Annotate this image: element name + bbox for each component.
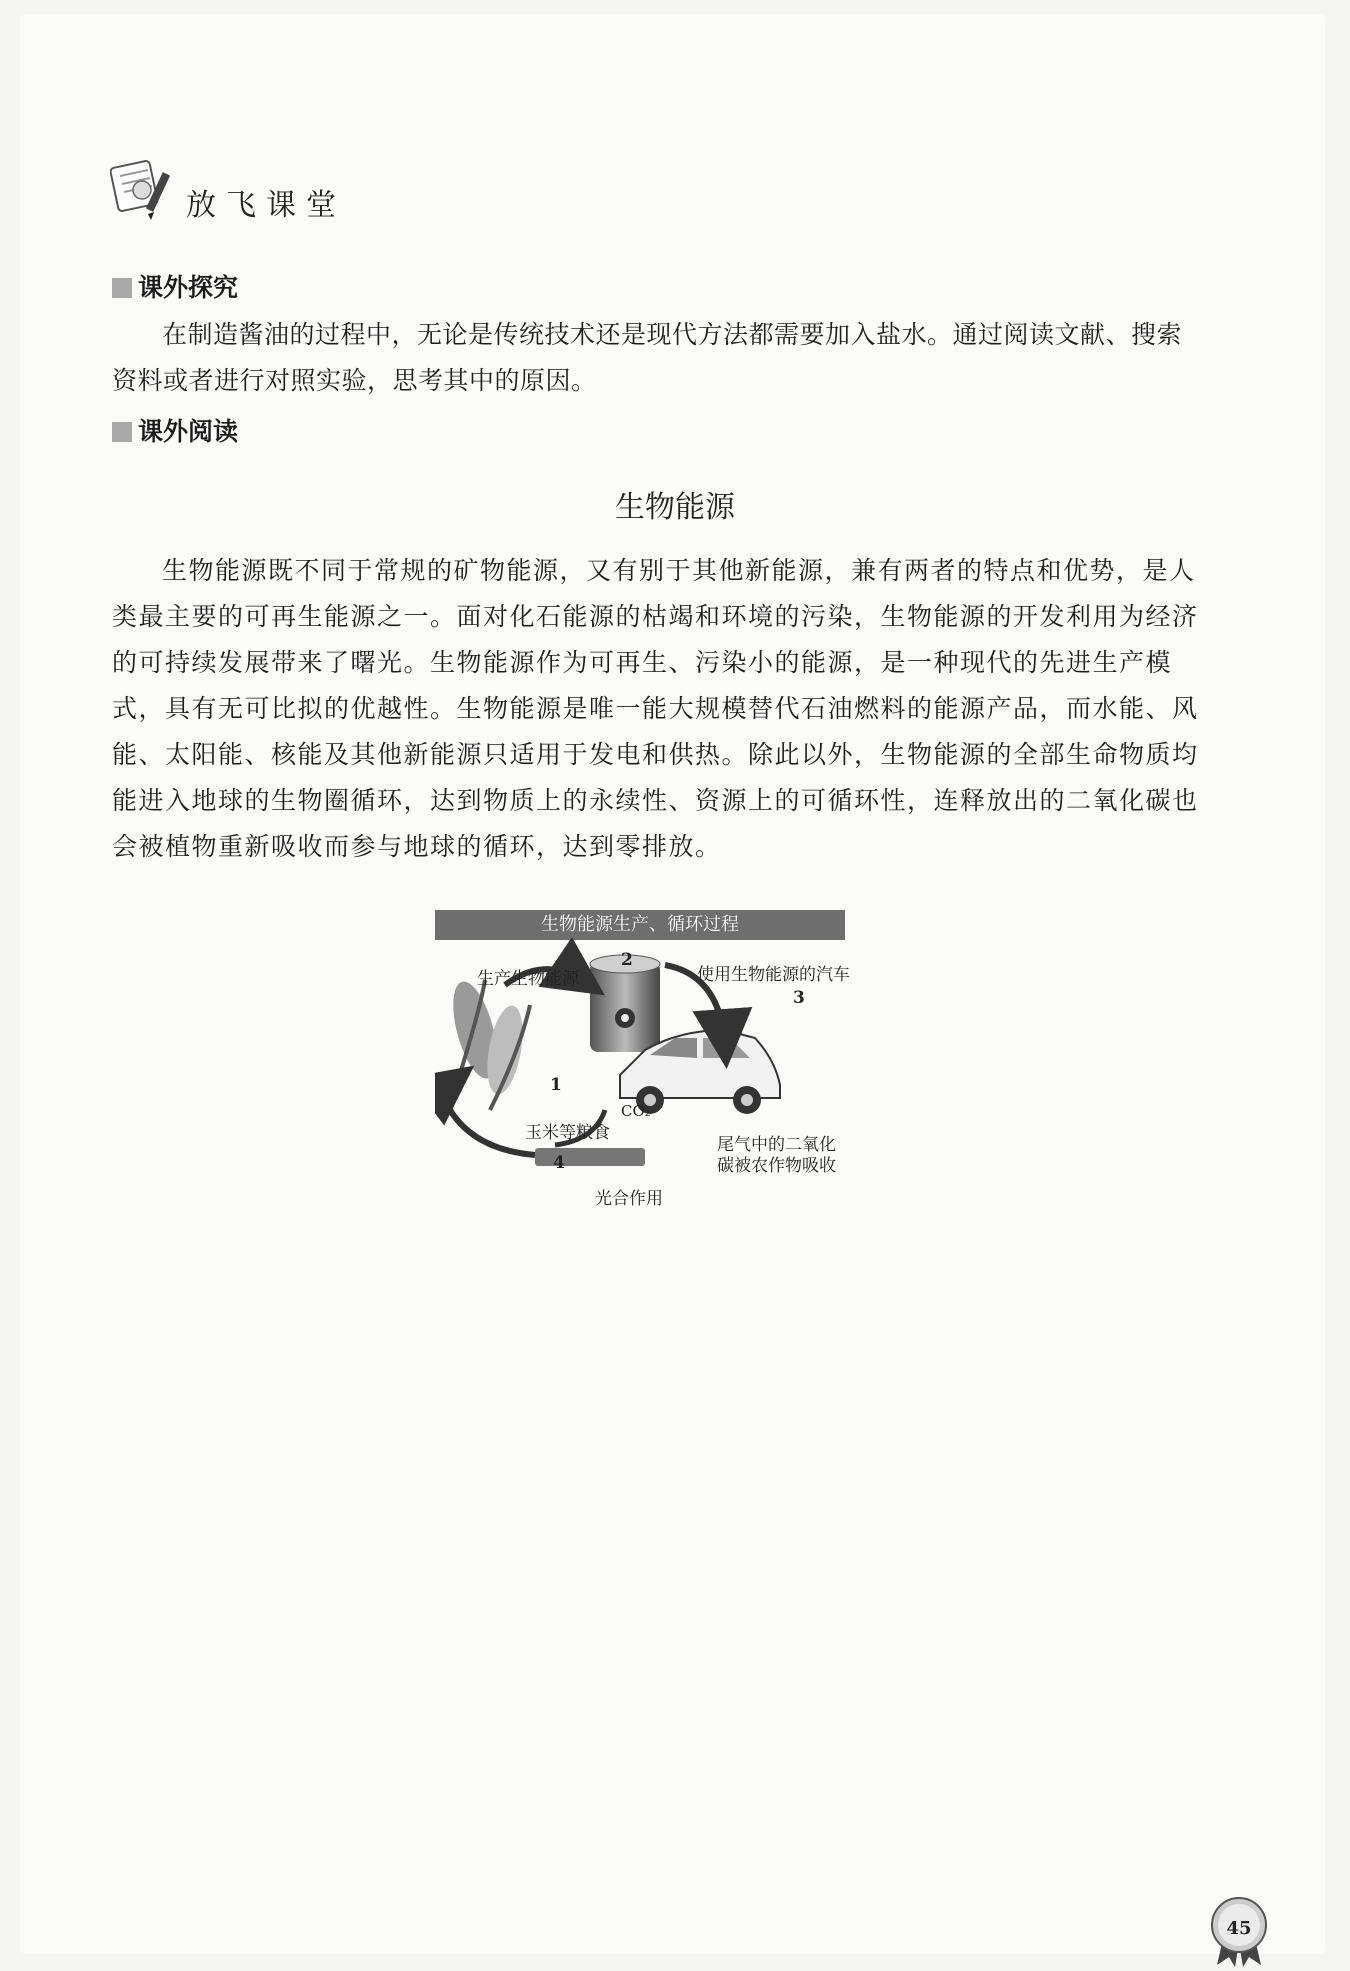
step-number: 4 — [553, 1153, 565, 1173]
label-co2: CO₂ — [621, 1102, 651, 1120]
label-exhaust-2: 碳被农作物吸收 — [717, 1156, 836, 1176]
section-heading-inquiry — [112, 268, 238, 304]
label-produce: 生产生物能源 — [477, 969, 579, 989]
article-title: 生物能源 — [615, 490, 735, 525]
step-number: 2 — [621, 950, 633, 970]
inquiry-paragraph: 在制造酱油的过程中，无论是传统技术还是现代方法都需要加入盐水。通过阅读文献、搜索资料或者进行对照实验，思考其中的原因。 — [112, 320, 1183, 395]
article-paragraph: 生物能源既不同于常规的矿物能源，又有别于其他新能源，兼有两者的特点和优势，是人类最主要的可再生能源之一。面对化石能源的枯竭和环境的污染，生物能源的开发利用为经济的可持续发展带来了曙光。生物能源作为可再生、污染小的能源，是一种现代的先进生产模式，具有无可比拟的优越性。生物能源是唯一能大规模替代石油燃料的能源产品，而水能、风能、太阳能、核能及其他新能源只适用于发电和供热。除此以外，生物能源的全部生命物质均能进入地球的生物圈循环，达到物质上的永续性、资源上的可循环性，连释放出的二氧化碳也会被植物重新吸收而参与地球的循环，达到零排放。 — [112, 556, 1199, 861]
label-exhaust-1: 尾气中的二氧化 — [717, 1135, 836, 1155]
photosynthesis-bar — [535, 1148, 645, 1166]
header-title: 放飞课堂 — [186, 188, 346, 223]
label-photosynthesis: 光合作用 — [595, 1189, 663, 1209]
diagram-title: 生物能源生产、循环过程 — [541, 914, 739, 935]
notebook-pencil-logo-icon — [110, 150, 182, 220]
heading-text: 课外探究 — [138, 273, 239, 302]
heading-square-icon — [112, 278, 132, 298]
label-corn: 玉米等粮食 — [525, 1123, 610, 1143]
heading-text: 课外阅读 — [138, 417, 239, 446]
corn-icon — [445, 977, 530, 1110]
section-heading-reading — [112, 412, 238, 448]
step-number: 1 — [550, 1075, 562, 1095]
arrow-4-to-1 — [444, 1080, 535, 1155]
label-car: 使用生物能源的汽车 — [697, 965, 850, 985]
step-number: 3 — [793, 988, 805, 1008]
header — [110, 150, 370, 230]
page-number: 45 — [1226, 1918, 1252, 1939]
biofuel-cycle-diagram — [435, 910, 880, 1210]
heading-square-icon — [112, 422, 132, 442]
